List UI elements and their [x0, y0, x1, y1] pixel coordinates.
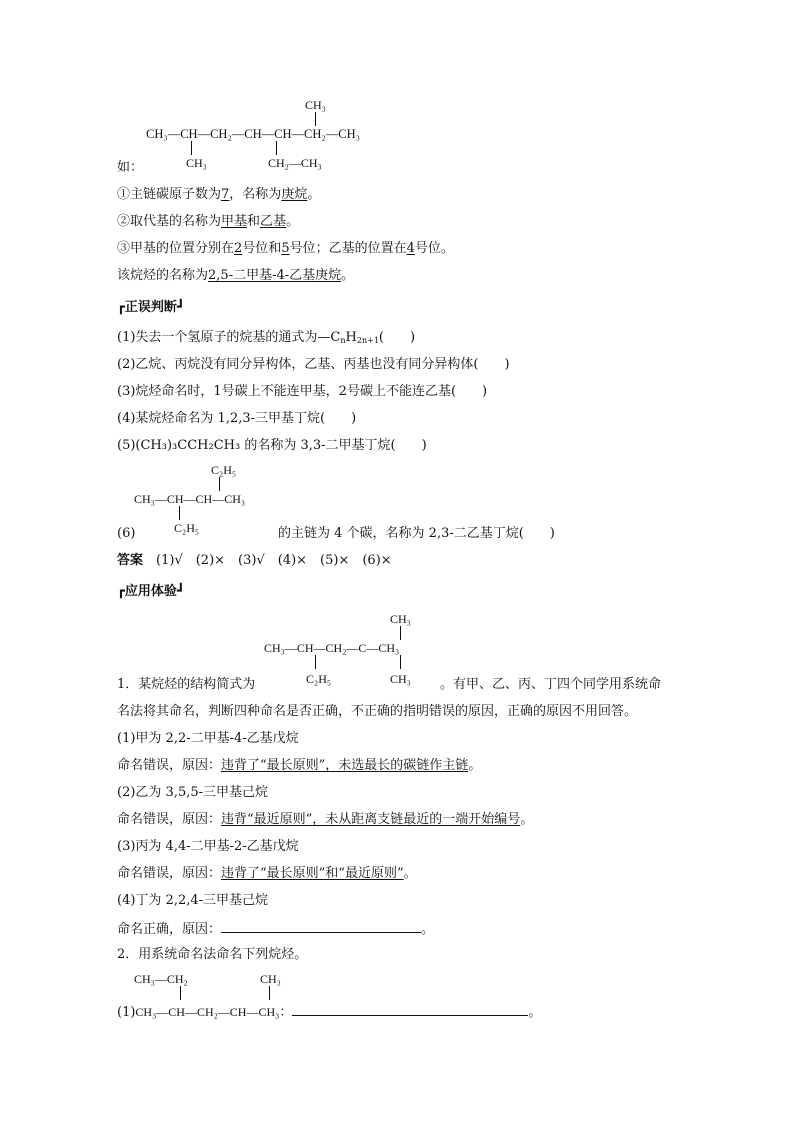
example-label: 如：: [117, 160, 144, 175]
q1-struct-top-methyl: CH₃: [390, 612, 411, 626]
q2-struct-bond: [269, 986, 270, 1000]
answer-b-name: (2)乙为 3,5,5-三甲基己烷: [117, 785, 269, 800]
struct6-main-chain: CH₃—CH—CH—CH₃: [134, 492, 246, 506]
judge-item-6-text: 的主链为 4 个碳，名称为 2,3-二乙基丁烷( ): [278, 526, 555, 541]
struct1-sub-ethyl: CH₂—CH₃: [268, 156, 322, 170]
point-2: ②取代基的名称为甲基和乙基。: [117, 214, 300, 229]
answer-c-reason: 命名错误，原因：违背了“最长原则”和“最近原则”。: [117, 866, 417, 881]
judge-item-3: (3)烷烃命名时，1号碳上不能连甲基，2号碳上不能连乙基( ): [117, 384, 488, 399]
q1-struct-bottom-methyl: CH₃: [390, 672, 411, 686]
q2-struct-line: (1)CH₃—CH—CH₂—CH—CH₃： 。: [117, 1001, 541, 1023]
point-3: ③甲基的位置分别在2号位和5号位；乙基的位置在4号位。: [117, 241, 454, 256]
judge-item-5: (5)(CH₃)₃CCH₂CH₃ 的名称为 3,3-二甲基丁烷( ): [117, 438, 427, 453]
q1-struct-bond: [315, 655, 316, 669]
question-2: 2．用系统命名法命名下列烷烃。: [117, 947, 308, 962]
struct1-sub-methyl: CH₃: [186, 156, 207, 170]
answer-blank[interactable]: [292, 1001, 528, 1016]
q1-struct-main-chain: CH₃—CH—CH₂—C—CH₃: [264, 641, 400, 655]
q2-struct-bond: [180, 986, 181, 1000]
point-1: ①主链碳原子数为7，名称为庚烷。: [117, 187, 321, 202]
answer-c-name: (3)丙为 4,4-二甲基-2-乙基戊烷: [117, 839, 299, 854]
judge-item-1: (1)失去一个氢原子的烷基的通式为$—C_nH_{2n+1}$( ): [117, 330, 416, 345]
compound-name: 该烷烃的名称为2,5-二甲基-4-乙基庚烷。: [117, 268, 355, 283]
answer-d-name: (4)丁为 2,2,4-三甲基己烷: [117, 893, 269, 908]
struct6-bond: [219, 477, 220, 491]
struct1-bond: [276, 141, 277, 155]
question-1-prefix: 1．某烷烃的结构简式为: [117, 677, 256, 692]
section-heading-apply: ┏应用体验┛: [117, 584, 185, 599]
judge-item-4: (4)某烷烃命名为 1,2,3-三甲基丁烷( ): [117, 411, 357, 426]
answer-b-reason: 命名错误，原因：违背“最近原则”，未从距离支链最近的一端开始编号。: [117, 812, 534, 827]
section-heading-judge: ┏正误判断┛: [117, 300, 185, 315]
q2-struct-top-ethyl: CH₃—CH₂: [134, 972, 188, 986]
q1-struct-bond: [400, 655, 401, 669]
struct6-bottom-ethyl: C₂H₅: [174, 521, 200, 535]
struct6-bond: [179, 506, 180, 520]
answer-line: 答案 (1)√ (2)× (3)√ (4)× (5)× (6)×: [117, 553, 392, 568]
q2-struct-top-methyl: CH₃: [260, 972, 281, 986]
answer-a-name: (1)甲为 2,2-二甲基-4-乙基戊烷: [117, 731, 299, 746]
struct1-top-methyl: CH₃: [305, 98, 326, 112]
q1-struct-bond: [400, 626, 401, 640]
struct1-main-chain: CH₃—CH—CH₂—CH—CH—CH₂—CH₃: [146, 127, 360, 141]
struct1-bond: [191, 141, 192, 155]
judge-item-2: (2)乙烷、丙烷没有同分异构体，乙基、丙基也没有同分异构体( ): [117, 357, 510, 372]
struct1-bond: [315, 112, 316, 126]
question-1-suffix: 。有甲、乙、丙、丁四个同学用系统命: [440, 677, 662, 692]
answer-blank[interactable]: [221, 918, 421, 933]
judge-item-6-number: (6): [117, 526, 136, 541]
answer-d-reason: 命名正确，原因： 。: [117, 918, 434, 940]
struct6-top-ethyl: C₂H₅: [211, 463, 237, 477]
q1-struct-bottom-ethyl: C₂H₅: [306, 672, 332, 686]
answer-a-reason: 命名错误，原因：违背了“最长原则”，未选最长的碳链作主链。: [117, 758, 482, 773]
question-1-line-2: 名法将其命名，判断四种命名是否正确，不正确的指明错误的原因，正确的原因不用回答。: [117, 704, 638, 719]
